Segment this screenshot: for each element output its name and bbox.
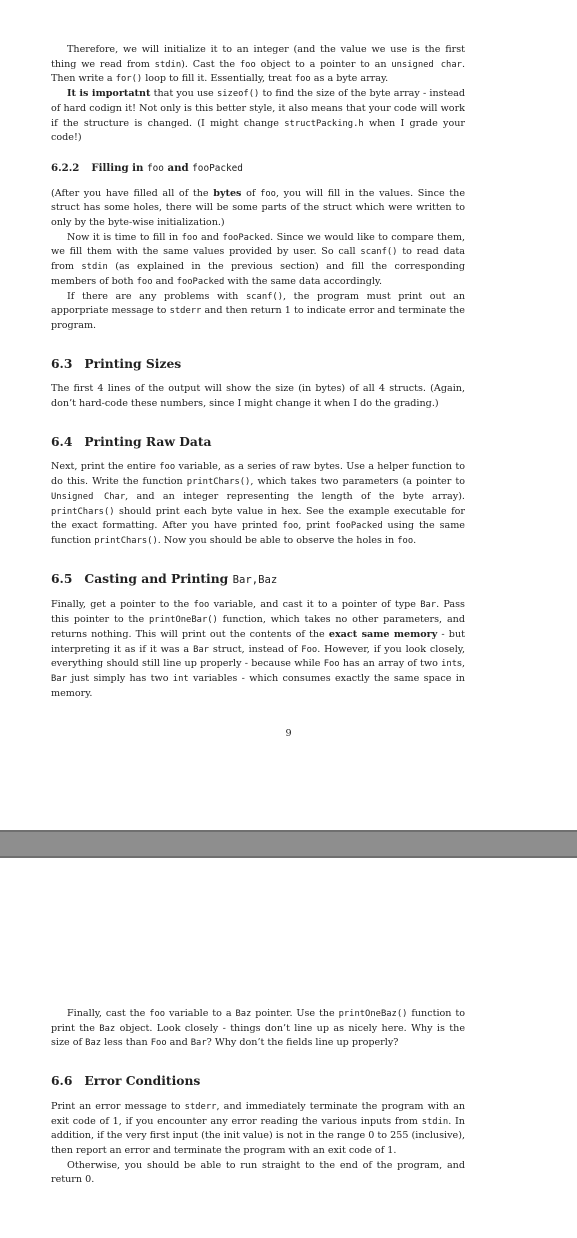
intro-paragraph xyxy=(51,43,465,87)
text: . In addition, if the very first input (the init value) is not in the range 0 to 255 (inclusive), then report an error and terminate the program with an exit code of 1. xyxy=(51,1115,465,1156)
paragraph xyxy=(51,1007,465,1051)
text: . However, if you look closely, everything should still line up properly - because while xyxy=(51,643,465,670)
page-top-content xyxy=(51,43,465,701)
text: ). Cast the xyxy=(181,58,240,70)
text: (as explained in the previous section) and fill the corresponding members of both xyxy=(51,261,465,287)
text: less than xyxy=(101,1037,151,1049)
text: object to a pointer to an xyxy=(255,58,392,70)
text: and then return 1 to indicate error and terminate the program. xyxy=(51,305,465,331)
text: loop to fill it. Essentially, treat xyxy=(142,73,295,85)
paragraph xyxy=(51,1100,465,1159)
page-bottom-content xyxy=(51,1007,465,1188)
section-heading-6-3 xyxy=(51,357,465,372)
text: Therefore, we will initialize it to an integer (and the value we use is the first thing we read from xyxy=(51,44,465,70)
paragraph xyxy=(51,460,465,548)
heading-text: and xyxy=(163,161,193,174)
text: has an array of two xyxy=(339,658,442,670)
text: when I grade your code!) xyxy=(51,117,465,144)
text: . Since we would like to compare them, we fill them with the same values provided by user. So call xyxy=(51,231,465,258)
text: and xyxy=(152,275,177,287)
code-term: stderr xyxy=(169,306,202,317)
paragraph: The first 4 lines of the output will show the size (in bytes) of all 4 structs. (Again, don’t hard-code these numbers, since I might change it when I do the grading.) xyxy=(51,383,465,410)
code-term: foo xyxy=(260,188,276,199)
text: to read data from xyxy=(51,246,465,273)
code-term: printChars() xyxy=(51,506,115,517)
code-term: printOneBar() xyxy=(148,615,218,626)
section-heading-6-4 xyxy=(51,435,465,450)
code-term: foo xyxy=(159,462,176,473)
text: Finally, cast the xyxy=(67,1008,150,1019)
text: variable to a xyxy=(165,1008,236,1019)
code-term: stdin xyxy=(421,1116,449,1127)
text: , and an integer representing the length of the byte array). xyxy=(125,490,465,502)
page-separator xyxy=(0,830,577,858)
text: object. Look closely - things don’t line up as nicely here. Why is the size of xyxy=(51,1022,466,1049)
code-term: unsigned char xyxy=(391,59,462,70)
code-term: Foo xyxy=(323,659,340,670)
code-term: foo xyxy=(193,600,210,611)
code-term: Bar xyxy=(190,1038,207,1049)
text: - but interpreting it as if it was a xyxy=(51,628,465,655)
text: , and immediately terminate the program with an exit code of 1, if you encounter any error reading the various inputs from xyxy=(51,1100,465,1127)
code-term: Bar xyxy=(420,600,437,611)
code-term: stdin xyxy=(154,59,182,70)
code-term: for() xyxy=(115,74,143,85)
text: , the program must print out an apporpriate message to xyxy=(51,290,466,317)
code-term: fooPacked xyxy=(176,276,225,287)
text: to find the size of the byte array - instead of hard codign it! Not only is this better style, it also means that your code will work if the structure is changed. (I might change xyxy=(51,88,465,129)
heading-text: Error Conditions xyxy=(84,1073,201,1089)
code-term: int xyxy=(172,673,189,684)
text: function, which takes no other parameters, and returns nothing. This will print out the contents of the xyxy=(51,614,465,640)
bold-text: exact same memory xyxy=(328,628,438,640)
code-term: foo xyxy=(397,535,414,546)
bold-text: bytes xyxy=(213,187,242,199)
code-term: int xyxy=(441,659,458,670)
text: s, xyxy=(457,658,465,670)
code-term: foo xyxy=(146,162,164,174)
paragraph xyxy=(51,231,465,290)
code-term: scanf() xyxy=(360,247,398,258)
section-number: 6.6 xyxy=(51,1073,73,1089)
text: ? Why don’t the fields line up properly? xyxy=(206,1037,399,1049)
paragraph: Otherwise, you should be able to run straight to the end of the program, and return 0. xyxy=(51,1159,465,1186)
bold-text: It is importatnt xyxy=(67,88,151,100)
text: as a byte array. xyxy=(310,73,389,85)
text: Now it is time to fill in xyxy=(67,231,182,243)
code-term: foo xyxy=(282,521,299,532)
code-term: Unsigned Char xyxy=(51,491,126,502)
code-term: Bar xyxy=(193,644,209,655)
text: and xyxy=(166,1037,191,1049)
section-number: 6.2.2 xyxy=(51,161,80,174)
code-term: printChars() xyxy=(94,535,158,546)
code-term: Foo xyxy=(301,644,318,655)
text: Next, print the entire xyxy=(51,461,160,473)
text: that you use xyxy=(150,88,217,100)
code-term: fooPacked xyxy=(334,521,383,532)
section-number: 6.4 xyxy=(51,433,73,449)
code-term: stdin xyxy=(81,262,108,273)
text: , which takes two parameters (a pointer to xyxy=(250,476,465,488)
page-number: 9 xyxy=(285,728,292,739)
paragraph xyxy=(51,290,465,334)
code-term: printChars() xyxy=(186,477,251,488)
intro-paragraph-2 xyxy=(51,87,465,146)
section-heading-6-6 xyxy=(51,1074,465,1089)
text: . Then write a xyxy=(51,58,466,85)
text: variable, and cast it to a pointer of type xyxy=(209,599,421,611)
text: with the same data accordingly. xyxy=(224,275,383,287)
code-term: stderr xyxy=(184,1101,217,1112)
code-term: sizeof() xyxy=(216,89,260,100)
code-term: structPacking.h xyxy=(284,118,364,129)
code-term: fooPacked xyxy=(222,232,271,243)
text: , you will fill in the values. Since the struct has some holes, there will be some parts of the struct which were written to only by the byte-wise initialization.) xyxy=(51,187,465,229)
text: . Pass this pointer to the xyxy=(51,599,465,626)
text: variable, as a series of raw bytes. Use a helper function to do this. Write the function xyxy=(51,461,466,488)
heading-text: Filling in xyxy=(91,161,147,174)
text: of xyxy=(241,187,261,199)
paragraph xyxy=(51,187,465,231)
text: pointer. Use the xyxy=(251,1008,339,1019)
paragraph xyxy=(51,598,465,701)
document-page-bottom xyxy=(0,858,577,1238)
section-heading-6-5 xyxy=(51,572,465,588)
code-term: foo xyxy=(181,232,198,243)
code-term: Baz xyxy=(235,1009,252,1019)
section-number: 6.3 xyxy=(51,355,73,371)
text: function to print the xyxy=(51,1008,466,1034)
code-term: scanf() xyxy=(245,291,284,302)
code-term: Baz xyxy=(99,1023,116,1034)
text: variables - which consumes exactly the same space in memory. xyxy=(51,672,465,699)
code-term: foo xyxy=(294,74,311,85)
heading-text: Printing Raw Data xyxy=(84,433,212,449)
text: should print each byte value in hex. See the example executable for the exact formatting. After you have printed xyxy=(51,505,465,532)
heading-text: Casting and Printing xyxy=(84,570,233,586)
subsection-heading-6-2-2 xyxy=(51,161,465,177)
code-term: Baz xyxy=(85,1038,102,1049)
code-term: foo xyxy=(149,1009,166,1019)
code-term: printOneBaz() xyxy=(338,1009,408,1019)
text: (After you have filled all of the xyxy=(51,187,214,199)
text: . xyxy=(413,534,417,546)
text: using the same function xyxy=(51,520,465,546)
text: struct, instead of xyxy=(208,643,302,655)
code-term: Bar,Baz xyxy=(232,573,278,586)
text: , print xyxy=(298,520,335,532)
code-term: Foo xyxy=(150,1038,167,1049)
code-term: foo xyxy=(239,59,256,70)
code-term: fooPacked xyxy=(192,162,243,174)
code-term: foo xyxy=(136,276,153,287)
text: . Now you should be able to observe the holes in xyxy=(157,534,398,546)
text: Print an error message to xyxy=(51,1100,185,1112)
text: Finally, get a pointer to the xyxy=(51,599,194,611)
code-term: Bar xyxy=(51,673,67,684)
text: and xyxy=(197,231,223,243)
section-number: 6.5 xyxy=(51,570,73,586)
text: just simply has two xyxy=(66,672,173,684)
text: If there are any problems with xyxy=(67,290,246,302)
heading-text: Printing Sizes xyxy=(84,355,182,371)
